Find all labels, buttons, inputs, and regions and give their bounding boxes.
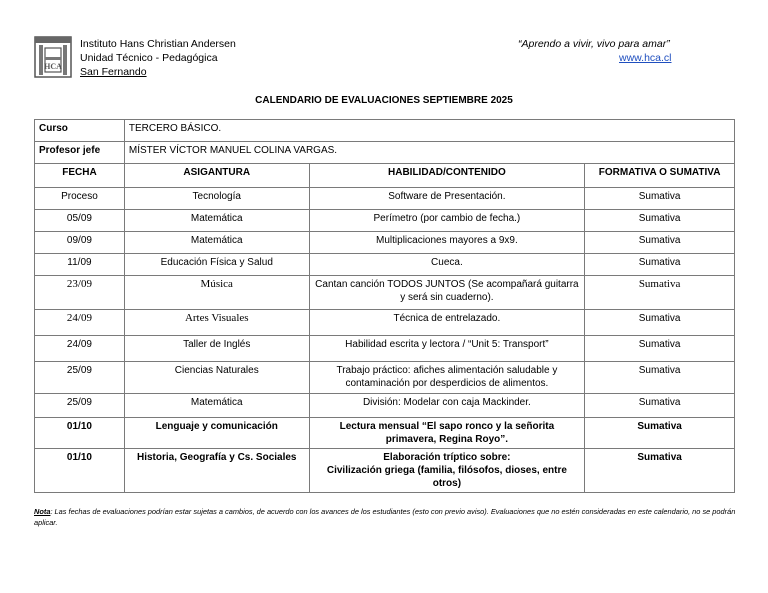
row-subject: Tecnología bbox=[124, 188, 309, 210]
table-row bbox=[35, 210, 735, 232]
row-date: Proceso bbox=[35, 188, 125, 210]
row-subject: Ciencias Naturales bbox=[124, 362, 309, 394]
footnote-text: : Las fechas de evaluaciones podrían estar sujetas a cambios, de acuerdo con los avances de los estudiantes (esto con previo aviso). Evaluaciones que no estén consideradas en este calendario, no se podrán aplicar. bbox=[34, 507, 736, 527]
row-content: División: Modelar con caja Mackinder. bbox=[309, 394, 585, 418]
row-date: 11/09 bbox=[35, 254, 125, 276]
table-row bbox=[35, 188, 735, 210]
row-type: Sumativa bbox=[585, 310, 735, 336]
row-content: Perímetro (por cambio de fecha.) bbox=[309, 210, 585, 232]
row-content: Cantan canción TODOS JUNTOS (Se acompañará guitarra y será sin cuaderno). bbox=[309, 276, 585, 310]
footnote bbox=[34, 506, 738, 528]
row-content: Trabajo práctico: afiches alimentación saludable y contaminación por desperdicios de alimentos. bbox=[309, 362, 585, 394]
table-row bbox=[35, 362, 735, 394]
course-label: Curso bbox=[35, 120, 125, 142]
row-subject: Lenguaje y comunicación bbox=[124, 418, 309, 449]
row-subject: Historia, Geografía y Cs. Sociales bbox=[124, 449, 309, 493]
row-date: 23/09 bbox=[35, 276, 125, 310]
row-subject: Matemática bbox=[124, 232, 309, 254]
table-row bbox=[35, 310, 735, 336]
row-subject: Matemática bbox=[124, 394, 309, 418]
page-title: CALENDARIO DE EVALUACIONES SEPTIEMBRE 2025 bbox=[255, 95, 513, 106]
table-row bbox=[35, 276, 735, 310]
table-row bbox=[35, 449, 735, 493]
table-row bbox=[35, 394, 735, 418]
row-content bbox=[309, 449, 585, 493]
row-type: Sumativa bbox=[585, 210, 735, 232]
row-type: Sumativa bbox=[585, 254, 735, 276]
row-date: 01/10 bbox=[35, 449, 125, 493]
row-subject: Taller de Inglés bbox=[124, 336, 309, 362]
row-content: Lectura mensual “El sapo ronco y la señorita primavera, Regina Royo”. bbox=[309, 418, 585, 449]
table-header bbox=[35, 164, 735, 188]
unit-name: Unidad Técnico - Pedagógica bbox=[80, 52, 218, 64]
school-info bbox=[80, 37, 236, 79]
website-link[interactable]: www.hca.cl bbox=[619, 52, 672, 64]
city-link[interactable]: San Fernando bbox=[80, 66, 147, 78]
row-subject: Artes Visuales bbox=[124, 310, 309, 336]
row-subject: Matemática bbox=[124, 210, 309, 232]
table-row bbox=[35, 418, 735, 449]
column-header-content: HABILIDAD/CONTENIDO bbox=[309, 164, 585, 188]
svg-text:HCA: HCA bbox=[44, 62, 62, 71]
row-date: 24/09 bbox=[35, 310, 125, 336]
footnote-label: Nota bbox=[34, 507, 51, 516]
school-crest-icon bbox=[34, 36, 72, 78]
row-type: Sumativa bbox=[585, 232, 735, 254]
school-name: Instituto Hans Christian Andersen bbox=[80, 38, 236, 50]
row-type: Sumativa bbox=[585, 449, 735, 493]
column-header-subject: ASIGANTURA bbox=[124, 164, 309, 188]
row-type: Sumativa bbox=[585, 394, 735, 418]
row-date: 09/09 bbox=[35, 232, 125, 254]
row-content-line: Civilización griega (familia, filósofos, dioses, entre otros) bbox=[326, 465, 567, 489]
row-date: 25/09 bbox=[35, 362, 125, 394]
teacher-row bbox=[35, 142, 735, 164]
table-row bbox=[35, 336, 735, 362]
row-type: Sumativa bbox=[585, 336, 735, 362]
row-date: 25/09 bbox=[35, 394, 125, 418]
course-row bbox=[35, 120, 735, 142]
course-value: TERCERO BÁSICO. bbox=[124, 120, 734, 142]
school-motto: “Aprendo a vivir, vivo para amar” bbox=[518, 38, 670, 50]
row-content: Multiplicaciones mayores a 9x9. bbox=[309, 232, 585, 254]
row-content: Cueca. bbox=[309, 254, 585, 276]
row-date: 01/10 bbox=[35, 418, 125, 449]
teacher-value: MÍSTER VÍCTOR MANUEL COLINA VARGAS. bbox=[124, 142, 734, 164]
row-type: Sumativa bbox=[585, 362, 735, 394]
row-type: Sumativa bbox=[585, 418, 735, 449]
row-subject: Música bbox=[124, 276, 309, 310]
row-content-line: Elaboración tríptico sobre: bbox=[383, 452, 511, 463]
table-row bbox=[35, 254, 735, 276]
row-content: Software de Presentación. bbox=[309, 188, 585, 210]
column-header-type: FORMATIVA O SUMATIVA bbox=[585, 164, 735, 188]
evaluation-table bbox=[34, 119, 735, 493]
row-date: 24/09 bbox=[35, 336, 125, 362]
table-row bbox=[35, 232, 735, 254]
row-type: Sumativa bbox=[585, 188, 735, 210]
row-content: Técnica de entrelazado. bbox=[309, 310, 585, 336]
row-subject: Educación Física y Salud bbox=[124, 254, 309, 276]
row-type: Sumativa bbox=[585, 276, 735, 310]
column-header-date: FECHA bbox=[35, 164, 125, 188]
teacher-label: Profesor jefe bbox=[35, 142, 125, 164]
row-content: Habilidad escrita y lectora / “Unit 5: Transport” bbox=[309, 336, 585, 362]
row-date: 05/09 bbox=[35, 210, 125, 232]
